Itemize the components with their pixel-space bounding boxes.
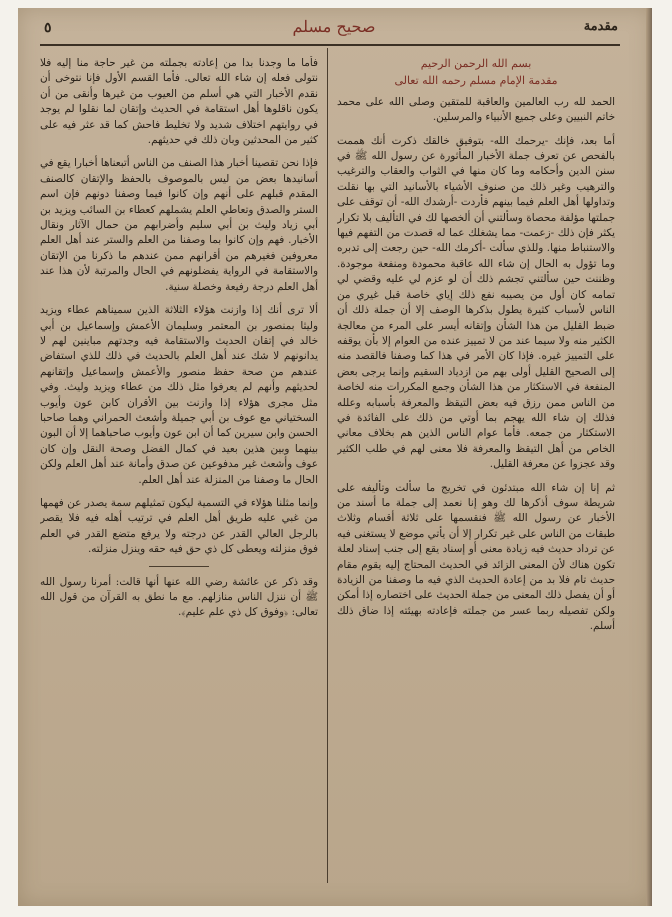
paragraph-separator (149, 566, 209, 567)
right-column (337, 56, 615, 881)
section-title: مقدمة الإمام مسلم رحمه الله تعالى (394, 74, 558, 88)
paragraph: فأما ما وجدنا بدا من إعادته بجملته من غير حاجة منا إليه فلا نتولى فعله إن شاء الله تعالى. فأما القسم الأول فإنا نتوخى أن نقدم الأخبار التي هي أسلم من العيوب من غيرها وأنقى من أن يكون ناقلوها أهل استقامة في الحديث وإتقان لما نقلوا لم يوجد في روايتهم اختلاف شديد ولا تخليط فاحش كما قد عثر فيه على كثير من المحدثين وبان ذلك في حديثهم. (40, 57, 318, 147)
paragraph: ألا ترى أنك إذا وازنت هؤلاء الثلاثة الذين سميناهم عطاء ويزيد وليثا بمنصور بن المعتمر وسليمان الأعمش وإسماعيل بن أبي خالد في إتقان الحديث والاستقامة فيه وجدتهم مباينين لهم لا يدانونهم لا شك عند أهل العلم بالحديث في ذلك للذي استفاض عندهم من صحة حفظ منصور والأعمش وإسماعيل وإتقانهم لحديثهم وأنهم لم يعرفوا مثل ذلك من عطاء ويزيد وليث. وفي مثل مجرى هؤلاء إذا وازنت بين الأقران كابن عون وأيوب السختياني مع عوف بن أبي جميلة وأشعث الحمراني وهما صاحبا الحسن وابن سيرين كما أن ابن عون وأيوب صاحباهما إلا أن البون بينهما وبين هذين بعيد في كمال الفضل وصحة النقل وإن كان عوف وأشعث غير مدفوعين عن صدق وأمانة عند أهل العلم ولكن الحال ما وصفنا من المنزلة عند أهل العلم. (40, 304, 318, 486)
paragraph: وقد ذكر عن عائشة رضي الله عنها أنها قالت: أمرنا رسول الله ﷺ أن ننزل الناس منازلهم. مع ما نطق به القرآن من قول الله تعالى: ﴿وفوق كل ذي علم عليم﴾. (40, 575, 318, 619)
paragraph: وإنما مثلنا هؤلاء في التسمية ليكون تمثيلهم سمة يصدر عن فهمها من غبي عليه طريق أهل العلم في ترتيب أهله فيه فلا يقصر بالرجل العالي القدر عن درجته ولا يرفع متضع القدر في العلم فوق منزلته ويعطى كل ذي حق فيه حقه وينزل منزلته. (40, 496, 318, 556)
paragraph: الحمد لله رب العالمين والعاقبة للمتقين وصلى الله على محمد خاتم النبيين وعلى جميع الأنبياء والمرسلين. (337, 95, 615, 124)
running-title: صحيح مسلم (292, 17, 376, 36)
page-number: ٥ (44, 20, 52, 36)
paragraph: أما بعد، فإنك -يرحمك الله- بتوفيق خالقك ذكرت أنك هممت بالفحص عن تعرف جملة الأخبار المأثورة عن رسول الله ﷺ في سنن الدين وأحكامه وما كان منها في الثواب والعقاب والترغيب والترهيب وغير ذلك من صنوف الأشياء بالأسانيد التي بها نقلت وتداولها أهل العلم فيما بينهم فأردت -أرشدك الله- أن توقف على جملتها مؤلفة محصاة وسألتني أن ألخصها لك في التأليف بلا تكرار يكثر فإن ذلك -زعمت- مما يشغلك عما له قصدت من التفهم فيها والاستنباط منها. وللذي سألت -أكرمك الله- حين رجعت إلى تدبره وما تؤول به الحال إن شاء الله عاقبة محمودة ومنفعة موجودة. وظننت حين سألتني تجشم ذلك أن لو عزم لي عليه وقضي لي تمامه كان أول من يصيبه نفع ذلك إياي خاصة قبل غيري من الناس لأسباب كثيرة يطول بذكرها الوصف إلا أن جملة ذلك أن ضبط القليل من هذا الشأن وإتقانه أيسر على المرء من معالجة الكثير منه ولا سيما عند من لا تمييز عنده من العوام إلا بأن يوقفه على التمييز غيره. فإذا كان الأمر في هذا كما وصفنا فالقصد منه إلى الصحيح القليل أولى بهم من ازدياد السقيم وإنما يرجى بعض المنفعة في الاستكثار من هذا الشأن وجمع المكررات منه لخاصة من الناس ممن رزق فيه بعض التيقظ والمعرفة بأسبابه وعلله فذلك إن شاء الله يهجم بما أوتي من ذلك على الفائدة في الاستكثار من جمعه. فأما عوام الناس الذين هم بخلاف معاني الخاص من أهل التيقظ والمعرفة فلا معنى لهم في طلب الكثير وقد عجزوا عن معرفة القليل. (337, 134, 615, 471)
basmala-ornament: بسم الله الرحمن الرحيم (420, 57, 532, 70)
header-rule (40, 44, 620, 46)
paragraph: ثم إنا إن شاء الله مبتدئون في تخريج ما سألت وتأليفه على شريطة سوف أذكرها لك وهو إنا نعمد إلى جملة ما أسند من الأخبار عن رسول الله ﷺ فنقسمها على ثلاثة أقسام وثلاث طبقات من الناس على غير تكرار إلا أن يأتي موضع لا يستغنى فيه عن ترداد حديث فيه زيادة معنى أو إسناد يقع إلى جنب إسناد لعلة تكون هناك لأن المعنى الزائد في الحديث المحتاج إليه يقوم مقام حديث تام فلا بد من إعادة الحديث الذي فيه ما وصفنا من الزيادة أو أن يفصل ذلك المعنى من جملة الحديث على اختصاره إذا أمكن ولكن تفصيله ربما عسر من جملته فإعادته بهيئته إذا ضاق ذلك أسلم. (337, 481, 615, 633)
paragraph: فإذا نحن تقصينا أخبار هذا الصنف من الناس أتبعناها أخبارا يقع في أسانيدها بعض من ليس بالموصوف بالحفظ والإتقان كالصنف المقدم قبلهم على أنهم وإن كانوا فيما وصفنا دونهم فإن اسم الستر والصدق وتعاطي العلم يشملهم كعطاء بن السائب ويزيد بن أبي زياد وليث بن أبي سليم وأضرابهم من حمال الآثار ونقال الأخبار. فهم وإن كانوا بما وصفنا من العلم والستر عند أهل العلم معروفين فغيرهم من أقرانهم ممن عندهم ما ذكرنا من الإتقان والاستقامة في الرواية يفضلونهم في الحال والمرتبة لأن هذا عند أهل العلم درجة رفيعة وخصلة سنية. (40, 157, 318, 293)
column-divider (327, 48, 328, 883)
left-column (40, 56, 318, 881)
page-edge-shadow (646, 8, 652, 906)
page-header (44, 14, 618, 44)
section-label: مقدمة (583, 19, 618, 34)
